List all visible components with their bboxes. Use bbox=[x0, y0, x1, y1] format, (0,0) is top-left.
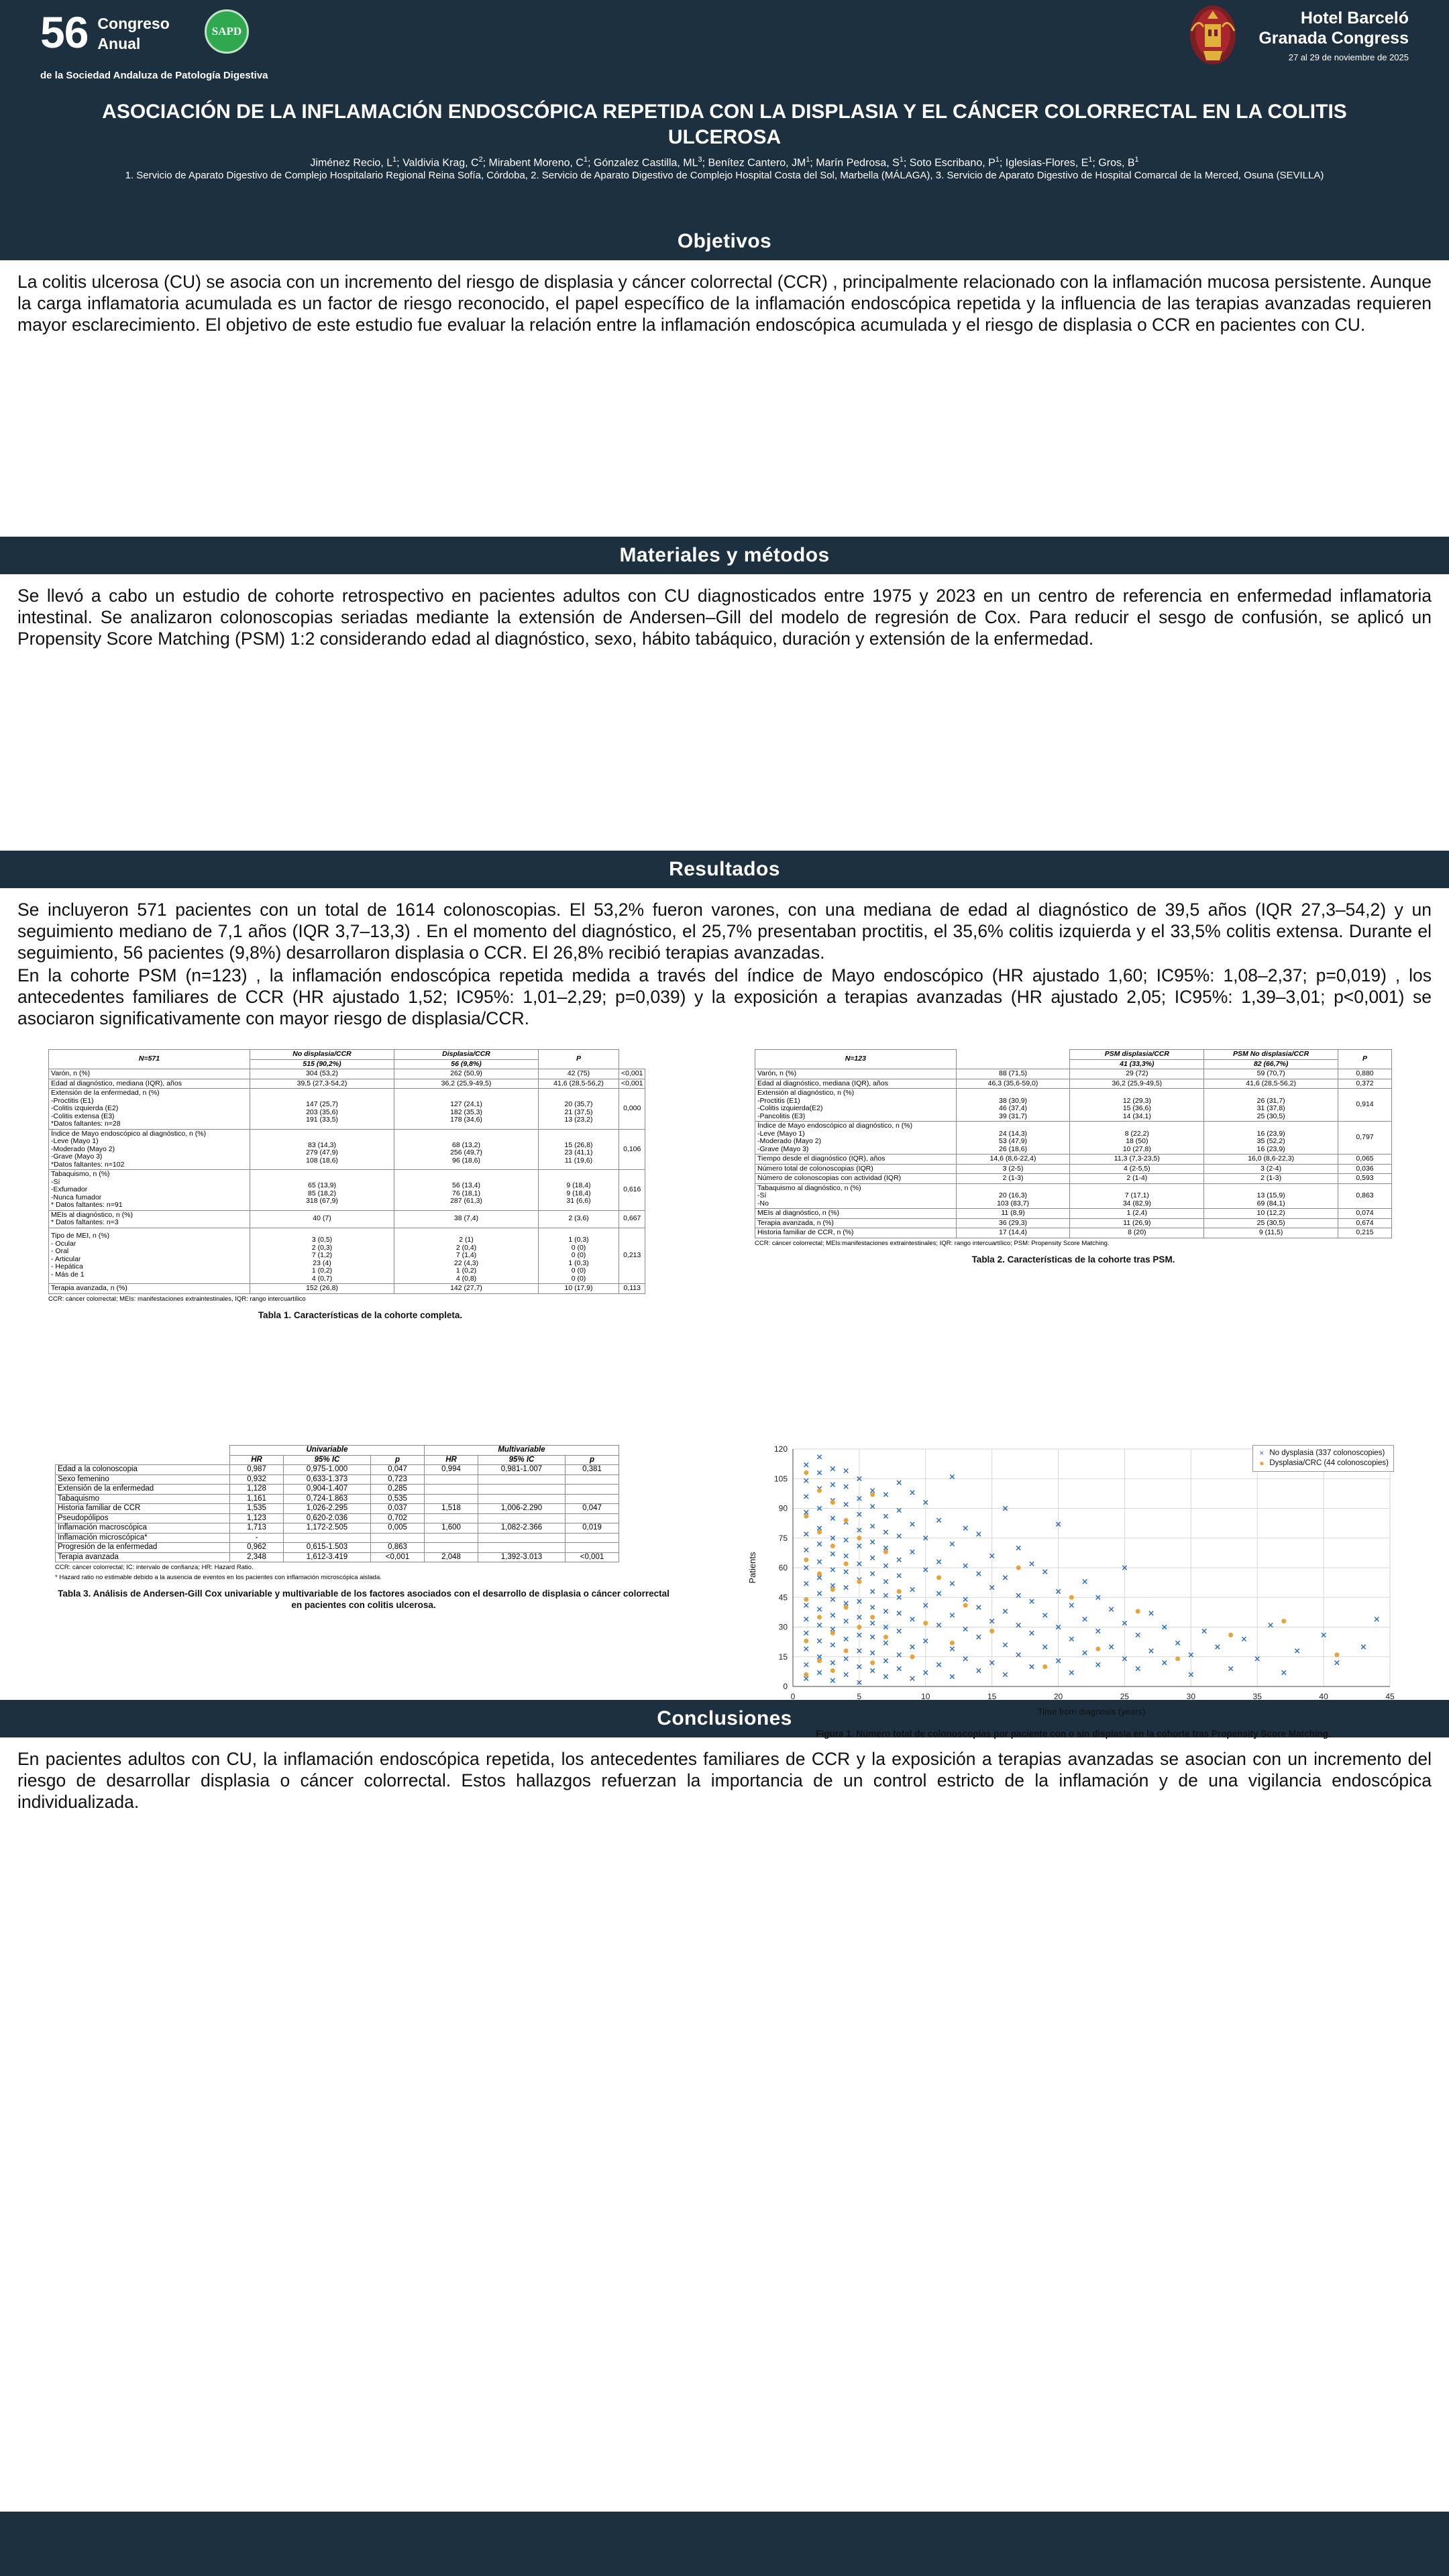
cell-c1: 14,6 (8,6-22,4) bbox=[956, 1155, 1070, 1165]
congress-label-line2: Anual bbox=[97, 35, 141, 52]
cell-c2: 12 (29,3) 15 (36,6) 14 (34,1) bbox=[1070, 1089, 1204, 1122]
cell-c1: 17 (14,4) bbox=[956, 1228, 1070, 1238]
cell-c2: 56 (13,4) 76 (18,1) 287 (61,3) bbox=[394, 1170, 539, 1211]
cell-p: 0,065 bbox=[1338, 1155, 1392, 1165]
row-label: Varón, n (%) bbox=[755, 1069, 957, 1079]
table-row bbox=[49, 1210, 645, 1228]
svg-text:15: 15 bbox=[987, 1692, 997, 1701]
cell-p2 bbox=[566, 1533, 619, 1543]
cell-c1: 3 (0,5) 2 (0,3) 7 (1,2) 23 (4) 1 (0,2) 4 (0,7) bbox=[250, 1228, 394, 1284]
table2-col-2: PSM No displasia/CCR bbox=[1204, 1050, 1338, 1060]
cell-ci1: 1,026-2.295 bbox=[284, 1504, 371, 1514]
svg-text:20: 20 bbox=[1053, 1692, 1063, 1701]
cell-hr1: 0,962 bbox=[230, 1543, 284, 1553]
cell-c1: 304 (53,2) bbox=[250, 1069, 394, 1079]
table2-block bbox=[755, 1049, 1392, 1265]
society-name: de la Sociedad Andaluza de Patología Digestiva bbox=[40, 70, 268, 81]
table1-col-0: N=571 bbox=[49, 1050, 250, 1069]
cell-p2 bbox=[566, 1513, 619, 1523]
table-row bbox=[755, 1164, 1392, 1174]
cell-p: 0,616 bbox=[619, 1170, 645, 1211]
cell-hr2: 2,048 bbox=[425, 1552, 478, 1562]
congress-label-line1: Congreso bbox=[97, 15, 170, 32]
cell-p: 0,036 bbox=[1338, 1164, 1392, 1174]
cell-ci1: 0,633-1.373 bbox=[284, 1474, 371, 1485]
row-label: Inflamación macroscópica bbox=[56, 1523, 230, 1534]
conclusiones-text: En pacientes adultos con CU, la inflamación endoscópica repetida, los antecedentes familiares de CCR y la exposición a terapias avanzadas se asocian con un incremento del riesgo de desarrollar displasia o cáncer colorrectal. Estos hallazgos refuerzan la importancia de un control estricto de la inflamación y de una vigilancia endoscópica individualizada. bbox=[17, 1749, 1432, 1812]
section-header-objetivos: Objetivos bbox=[0, 223, 1449, 260]
cell-p1: 0,047 bbox=[371, 1465, 425, 1475]
sapd-logo-label: SAPD bbox=[211, 25, 242, 38]
cell-p1: 0,702 bbox=[371, 1513, 425, 1523]
table2-footnote: CCR: cáncer colorrectal; MEIs:manifestaciones extraintestinales; IQR: rango intercuartílico; PSM: Propensity Score Matching. bbox=[755, 1239, 1110, 1247]
chart-legend bbox=[1252, 1445, 1394, 1472]
table-row bbox=[755, 1089, 1392, 1122]
cell-c2: 1 (2,4) bbox=[1070, 1209, 1204, 1219]
cell-c2: 4 (2-5,5) bbox=[1070, 1164, 1204, 1174]
cell-p: 0,000 bbox=[619, 1089, 645, 1130]
table3-subcol-0: HR bbox=[230, 1455, 284, 1465]
table3-footnote-star: * Hazard ratio no estimable debido a la ausencia de eventos en los pacientes con inflamación microscópica aislada. bbox=[55, 1574, 382, 1581]
cell-c1: 83 (14,3) 279 (47,9) 108 (18,6) bbox=[250, 1129, 394, 1170]
svg-text:5: 5 bbox=[857, 1692, 862, 1701]
cell-c2: 11 (26,9) bbox=[1070, 1218, 1204, 1228]
row-label: Índice de Mayo endoscópico al diagnóstico, n (%) -Leve (Mayo 1) -Moderado (Mayo 2) -Grave (Mayo 3) bbox=[755, 1122, 957, 1155]
cell-p1: 0,037 bbox=[371, 1504, 425, 1514]
venue-info bbox=[1258, 8, 1409, 62]
cell-c2: 38 (7,4) bbox=[394, 1210, 539, 1228]
cell-hr2 bbox=[425, 1533, 478, 1543]
legend-marker-circle-icon: ● bbox=[1259, 1458, 1265, 1468]
cell-p2 bbox=[566, 1485, 619, 1495]
cell-hr1: 0,987 bbox=[230, 1465, 284, 1475]
row-label: Tabaquismo, n (%) -Sí -Exfumador -Nunca fumador * Datos faltantes: n=91 bbox=[49, 1170, 250, 1211]
row-label: Número total de colonoscopias (IQR) bbox=[755, 1164, 957, 1174]
cell-c1: 2 (1-3) bbox=[956, 1174, 1070, 1184]
cell-c2: 2 (1-4) bbox=[1070, 1174, 1204, 1184]
cell-c3: 42 (75) bbox=[539, 1069, 619, 1079]
cell-c3: 59 (70,7) bbox=[1204, 1069, 1338, 1079]
cell-ci1: 1,172-2.505 bbox=[284, 1523, 371, 1534]
cell-ci2 bbox=[478, 1513, 566, 1523]
svg-text:0: 0 bbox=[790, 1692, 796, 1701]
cell-c3: 16 (23,9) 35 (52,2) 16 (23,9) bbox=[1204, 1122, 1338, 1155]
table-row bbox=[755, 1174, 1392, 1184]
cell-c3: 41,6 (28,5-56,2) bbox=[539, 1079, 619, 1089]
cell-p: 0,106 bbox=[619, 1129, 645, 1170]
cell-hr2 bbox=[425, 1494, 478, 1504]
table2-col-3: P bbox=[1338, 1050, 1392, 1069]
row-label: Edad al diagnóstico, mediana (IQR), años bbox=[755, 1079, 957, 1089]
event-dates: 27 al 29 de noviembre de 2025 bbox=[1288, 52, 1409, 62]
table3-subcol-1: 95% IC bbox=[284, 1455, 371, 1465]
poster-header bbox=[0, 0, 1449, 223]
legend-label-1: Dysplasia/CRC (44 colonoscopies) bbox=[1269, 1459, 1389, 1467]
venue-line1: Hotel Barceló bbox=[1300, 9, 1409, 28]
table-row bbox=[49, 1284, 645, 1294]
table-row bbox=[56, 1474, 619, 1485]
cell-p: 0,213 bbox=[619, 1228, 645, 1284]
cell-c1: 65 (13,9) 85 (18,2) 318 (67,9) bbox=[250, 1170, 394, 1211]
cell-c3: 9 (18,4) 9 (18,4) 31 (6,6) bbox=[539, 1170, 619, 1211]
cell-ci2: 1,006-2.290 bbox=[478, 1504, 566, 1514]
cell-hr1: - bbox=[230, 1533, 284, 1543]
svg-text:Patients: Patients bbox=[747, 1552, 757, 1584]
sapd-logo-icon bbox=[205, 9, 249, 54]
cell-p: 0,797 bbox=[1338, 1122, 1392, 1155]
row-label: Inflamación microscópica* bbox=[56, 1533, 230, 1543]
cell-p: <0,001 bbox=[619, 1069, 645, 1079]
cell-p1 bbox=[371, 1533, 425, 1543]
cell-c1: 147 (25,7) 203 (35,6) 191 (33,5) bbox=[250, 1089, 394, 1130]
row-label: Tiempo desde el diagnóstico (IQR), años bbox=[755, 1155, 957, 1165]
row-label: MEIs al diagnóstico, n (%) bbox=[755, 1209, 957, 1219]
cell-c2: 68 (13,2) 256 (49,7) 96 (18,6) bbox=[394, 1129, 539, 1170]
cell-c3: 15 (26,8) 23 (41,1) 11 (19,6) bbox=[539, 1129, 619, 1170]
svg-text:120: 120 bbox=[773, 1444, 788, 1454]
cell-c2: 8 (20) bbox=[1070, 1228, 1204, 1238]
legend-label-0: No dysplasia (337 colonoscopies) bbox=[1269, 1449, 1385, 1457]
cell-c2: 142 (27,7) bbox=[394, 1284, 539, 1294]
section-header-resultados: Resultados bbox=[0, 851, 1449, 888]
cell-p2 bbox=[566, 1474, 619, 1485]
cell-ci1: 0,620-2.036 bbox=[284, 1513, 371, 1523]
cell-p: 0,372 bbox=[1338, 1079, 1392, 1089]
authors-list: Jiménez Recio, $L^1$; Valdivia Krag, $C^2$; Mirabent Moreno, $C^1$; Gónzalez Castilla, $ML^3$; Benítez Cantero, $JM^1$; Marín Pedrosa, $S^1$; Soto Escribano, $P^1$; Iglesias-Flores, $E^1$; Gros, $B^1$ bbox=[310, 156, 1139, 169]
resultados-paragraph-1: Se incluyeron 571 pacientes con un total de 1614 colonoscopias. El 53,2% fueron varones, con una mediana de edad al diagnóstico de 39,5 años (IQR 27,3–54,2) y un seguimiento mediano de 7,1 años (IQR 3,7–13,3) . En el momento del diagnóstico, el 25,7% presentaban proctitis, el 35,6% colitis izquierda y el 33,5% colitis extensa. Durante el seguimiento, 56 pacientes (9,8%) desarrollaron displasia o CCR. El 26,8% recibió terapias avanzadas. bbox=[17, 900, 1432, 963]
table-2 bbox=[755, 1049, 1392, 1238]
cell-hr2: 1,600 bbox=[425, 1523, 478, 1534]
congress-label bbox=[97, 12, 169, 52]
cell-p1: 0,285 bbox=[371, 1485, 425, 1495]
table-1 bbox=[48, 1049, 645, 1294]
cell-hr1: 1,123 bbox=[230, 1513, 284, 1523]
table-row bbox=[56, 1494, 619, 1504]
table3-subcol-4: 95% IC bbox=[478, 1455, 566, 1465]
table-row bbox=[755, 1218, 1392, 1228]
cell-p2: 0,381 bbox=[566, 1465, 619, 1475]
section-header-materiales: Materiales y métodos bbox=[0, 537, 1449, 574]
cell-p1: <0,001 bbox=[371, 1552, 425, 1562]
table1-sub-2: 56 (9,8%) bbox=[394, 1059, 539, 1069]
table1-footnote: CCR: cáncer colorrectal; MEIs: manifestaciones extraintestinales, IQR: rango intercuartílico bbox=[48, 1295, 306, 1303]
table3-subheader-row bbox=[56, 1455, 619, 1465]
cell-c2: 8 (22,2) 18 (50) 10 (27,8) bbox=[1070, 1122, 1204, 1155]
cell-c2: 11,3 (7,3-23,5) bbox=[1070, 1155, 1204, 1165]
cell-hr2 bbox=[425, 1513, 478, 1523]
cell-hr1: 1,128 bbox=[230, 1485, 284, 1495]
cell-ci2: 0,981-1.007 bbox=[478, 1465, 566, 1475]
row-label: Terapia avanzada, n (%) bbox=[755, 1218, 957, 1228]
row-label: Progresión de la enfermedad bbox=[56, 1543, 230, 1553]
row-label: Edad a la colonoscopia bbox=[56, 1465, 230, 1475]
svg-text:45: 45 bbox=[778, 1593, 788, 1603]
table-row bbox=[56, 1523, 619, 1534]
table-row bbox=[56, 1465, 619, 1475]
resultados-paragraph-2: En la cohorte PSM (n=123) , la inflamación endoscópica repetida medida a través del índice de Mayo endoscópico (HR ajustado 1,60; IC95%: 1,08–2,37; p=0,019) , los antecedentes familiares de CCR (HR ajustado 1,52; IC95%: 1,01–2,29; p=0,039) y la exposición a terapias avanzadas (HR ajustado 2,05; IC95%: 1,39–3,01; p<0,001) se asociaron significativamente con mayor riesgo de displasia/CCR. bbox=[17, 965, 1432, 1028]
section-header-conclusiones: Conclusiones bbox=[0, 1700, 1449, 1737]
table-row bbox=[755, 1228, 1392, 1238]
cell-c1: 39,5 (27,3-54,2) bbox=[250, 1079, 394, 1089]
cell-c1: 46,3 (35,6-59,0) bbox=[956, 1079, 1070, 1089]
cell-ci2: 1,392-3.013 bbox=[478, 1552, 566, 1562]
venue-line2: Granada Congress bbox=[1258, 29, 1409, 48]
svg-text:75: 75 bbox=[778, 1533, 788, 1543]
row-label: Historia familiar de CCR bbox=[56, 1504, 230, 1514]
cell-p: 0,880 bbox=[1338, 1069, 1392, 1079]
cell-hr1: 1,713 bbox=[230, 1523, 284, 1534]
legend-item-1 bbox=[1258, 1458, 1389, 1468]
cell-hr1: 1,535 bbox=[230, 1504, 284, 1514]
table1-col-2: Displasia/CCR bbox=[394, 1050, 539, 1060]
cell-c3: 16,0 (8,6-22,3) bbox=[1204, 1155, 1338, 1165]
cell-ci1: 0,975-1.000 bbox=[284, 1465, 371, 1475]
svg-text:Time from diagnosis (years): Time from diagnosis (years) bbox=[1037, 1707, 1146, 1717]
svg-text:25: 25 bbox=[1120, 1692, 1130, 1701]
cell-c1: 36 (29,3) bbox=[956, 1218, 1070, 1228]
row-label: Extensión al diagnóstico, n (%) -Proctitis (E1) -Colitis izquierda(E2) -Pancolitis (E3) bbox=[755, 1089, 957, 1122]
table-row bbox=[56, 1513, 619, 1523]
cell-ci2 bbox=[478, 1485, 566, 1495]
svg-text:45: 45 bbox=[1385, 1692, 1395, 1701]
cell-p1: 0,863 bbox=[371, 1543, 425, 1553]
cell-p2: 0,019 bbox=[566, 1523, 619, 1534]
svg-text:10: 10 bbox=[921, 1692, 930, 1701]
table1-block bbox=[48, 1049, 672, 1321]
row-label: Sexo femenino bbox=[56, 1474, 230, 1485]
cell-hr2 bbox=[425, 1474, 478, 1485]
table-row bbox=[49, 1228, 645, 1284]
cell-p1: 0,723 bbox=[371, 1474, 425, 1485]
cell-p2 bbox=[566, 1494, 619, 1504]
row-label: Índice de Mayo endoscópico al diagnóstico, n (%) -Leve (Mayo 1) -Moderado (Mayo 2) -Grave (Mayo 3) *Datos faltantes: n=102 bbox=[49, 1129, 250, 1170]
table-row bbox=[56, 1552, 619, 1562]
cell-c3: 9 (11,5) bbox=[1204, 1228, 1338, 1238]
table2-col-1: PSM displasia/CCR bbox=[1070, 1050, 1204, 1060]
cell-ci2 bbox=[478, 1543, 566, 1553]
row-label: Tabaquismo al diagnóstico, n (%) -Sí -No bbox=[755, 1183, 957, 1209]
table2-sub-1: 41 (33,3%) bbox=[1070, 1059, 1204, 1069]
row-label: Extensión de la enfermedad bbox=[56, 1485, 230, 1495]
cell-c3: 2 (3,6) bbox=[539, 1210, 619, 1228]
row-label: Número de colonoscopias con actividad (IQR) bbox=[755, 1174, 957, 1184]
table-row bbox=[56, 1533, 619, 1543]
cell-c3: 26 (31,7) 31 (37,8) 25 (30,5) bbox=[1204, 1089, 1338, 1122]
cell-p: 0,074 bbox=[1338, 1209, 1392, 1219]
table2-caption: Tabla 2. Características de la cohorte tras PSM. bbox=[971, 1254, 1175, 1265]
cell-c3: 20 (35,7) 21 (37,5) 13 (23,2) bbox=[539, 1089, 619, 1130]
cell-p: <0,001 bbox=[619, 1079, 645, 1089]
cell-p2: <0,001 bbox=[566, 1552, 619, 1562]
cell-c2: 262 (50,9) bbox=[394, 1069, 539, 1079]
cell-c2: 36,2 (25,9-49,5) bbox=[1070, 1079, 1204, 1089]
table1-col-3: P bbox=[539, 1050, 619, 1069]
figure1-block bbox=[745, 1440, 1402, 1739]
table1-caption: Tabla 1. Características de la cohorte completa. bbox=[258, 1309, 463, 1320]
footer-bar bbox=[0, 2512, 1449, 2576]
table3-body bbox=[56, 1465, 619, 1562]
table-row bbox=[755, 1155, 1392, 1165]
cell-c3: 10 (12,2) bbox=[1204, 1209, 1338, 1219]
table3-group-univariable: Univariable bbox=[230, 1446, 425, 1456]
table3-subcol-2: p bbox=[371, 1455, 425, 1465]
figure1-plot bbox=[745, 1440, 1402, 1721]
cell-p1: 0,535 bbox=[371, 1494, 425, 1504]
cell-p: 0,674 bbox=[1338, 1218, 1392, 1228]
cell-hr1: 1,161 bbox=[230, 1494, 284, 1504]
cell-ci2 bbox=[478, 1494, 566, 1504]
svg-text:105: 105 bbox=[773, 1474, 788, 1484]
scatter-chart bbox=[745, 1440, 1402, 1721]
table-row bbox=[755, 1209, 1392, 1219]
cell-c1: 11 (8,9) bbox=[956, 1209, 1070, 1219]
objetivos-text: La colitis ulcerosa (CU) se asocia con un incremento del riesgo de displasia y cáncer colorrectal (CCR) , principalmente relacionado con la inflamación mucosa persistente. Aunque la carga inflamatoria acumulada es un factor de riesgo reconocido, el papel específico de la inflamación endoscópica repetida y la influencia de las terapias avanzadas requieren mayor esclarecimiento. El objetivo de este estudio fue evaluar la relación entre la inflamación endoscópica acumulada y el riesgo de displasia o CCR en pacientes con CU. bbox=[17, 272, 1432, 335]
cell-hr2: 0,994 bbox=[425, 1465, 478, 1475]
legend-marker-x-icon: × bbox=[1259, 1448, 1265, 1458]
table-row bbox=[755, 1079, 1392, 1089]
svg-text:15: 15 bbox=[778, 1652, 788, 1662]
objetivos-spacer bbox=[0, 335, 1449, 537]
cell-p1: 0,005 bbox=[371, 1523, 425, 1534]
cell-c1: 24 (14,3) 53 (47,9) 26 (18,6) bbox=[956, 1122, 1070, 1155]
cell-p: 0,914 bbox=[1338, 1089, 1392, 1122]
cell-hr2 bbox=[425, 1485, 478, 1495]
cell-hr2: 1,518 bbox=[425, 1504, 478, 1514]
row-label: Terapia avanzada bbox=[56, 1552, 230, 1562]
cell-c1: 20 (16,3) 103 (83,7) bbox=[956, 1183, 1070, 1209]
svg-text:0: 0 bbox=[783, 1682, 788, 1691]
cell-ci1: 0,615-1.503 bbox=[284, 1543, 371, 1553]
table1-sub-1: 515 (90,2%) bbox=[250, 1059, 394, 1069]
row-label: Varón, n (%) bbox=[49, 1069, 250, 1079]
table-row bbox=[56, 1485, 619, 1495]
cell-hr2 bbox=[425, 1543, 478, 1553]
table-row bbox=[56, 1504, 619, 1514]
table3-caption: Tabla 3. Análisis de Andersen-Gill Cox univariable y multivariable de los factores asociados con el desarrollo de displasia o cáncer colorrectal en pacientes con colitis ulcerosa. bbox=[58, 1589, 669, 1610]
cell-p: 0,113 bbox=[619, 1284, 645, 1294]
congress-number: 56 bbox=[40, 7, 89, 57]
materiales-spacer bbox=[0, 649, 1449, 851]
table-row bbox=[755, 1069, 1392, 1079]
cell-c2: 127 (24,1) 182 (35,3) 178 (34,6) bbox=[394, 1089, 539, 1130]
cell-c3: 3 (2-4) bbox=[1204, 1164, 1338, 1174]
table3-subcol-3: HR bbox=[425, 1455, 478, 1465]
cell-c3: 2 (1-3) bbox=[1204, 1174, 1338, 1184]
cell-ci1: 0,724-1.863 bbox=[284, 1494, 371, 1504]
table3-block bbox=[55, 1445, 672, 1611]
cell-p: 0,593 bbox=[1338, 1174, 1392, 1184]
cell-hr1: 2,348 bbox=[230, 1552, 284, 1562]
cell-c1: 40 (7) bbox=[250, 1210, 394, 1228]
table3-group-multivariable: Multivariable bbox=[425, 1446, 619, 1456]
cell-ci1: 0,904-1.407 bbox=[284, 1485, 371, 1495]
cell-c3: 10 (17,9) bbox=[539, 1284, 619, 1294]
table-row bbox=[755, 1183, 1392, 1209]
cell-c1: 152 (26,8) bbox=[250, 1284, 394, 1294]
table1-body bbox=[49, 1069, 645, 1294]
cell-c3: 25 (30,5) bbox=[1204, 1218, 1338, 1228]
affiliations: 1. Servicio de Aparato Digestivo de Complejo Hospitalario Regional Reina Sofía, Córdoba, 2. Servicio de Aparato Digestivo de Complejo Hospital Costa del Sol, Marbella (MÁLAGA), 3. Servicio de Aparato Digestivo de Hospital Comarcal de la Merced, Osuna (SEVILLA) bbox=[125, 170, 1324, 181]
table-row bbox=[49, 1170, 645, 1211]
cell-ci1 bbox=[284, 1533, 371, 1543]
materiales-text: Se llevó a cabo un estudio de cohorte retrospectivo en pacientes adultos con CU diagnosticados entre 1975 y 2023 en un centro de referencia en enfermedad inflamatoria intestinal. Se analizaron colonoscopias seriadas mediante la extensión de Andersen–Gill del modelo de regresión de Cox. Para reducir el sesgo de confusión, se aplicó un Propensity Score Matching (PSM) 1:2 considerando edad al diagnóstico, sexo, hábito tabáquico, duración y extensión de la enfermedad. bbox=[17, 586, 1432, 649]
cell-p2 bbox=[566, 1543, 619, 1553]
table2-col-spacer bbox=[956, 1050, 1070, 1069]
cell-p: 0,667 bbox=[619, 1210, 645, 1228]
table-row bbox=[49, 1129, 645, 1170]
row-label: Edad al diagnóstico, mediana (IQR), años bbox=[49, 1079, 250, 1089]
cell-hr1: 0,932 bbox=[230, 1474, 284, 1485]
cell-c1: 38 (30,9) 46 (37,4) 39 (31,7) bbox=[956, 1089, 1070, 1122]
svg-text:40: 40 bbox=[1319, 1692, 1328, 1701]
table-row bbox=[49, 1079, 645, 1089]
cell-c3: 1 (0,3) 0 (0) 0 (0) 1 (0,3) 0 (0) 0 (0) bbox=[539, 1228, 619, 1284]
page-title: ASOCIACIÓN DE LA INFLAMACIÓN ENDOSCÓPICA REPETIDA CON LA DISPLASIA Y EL CÁNCER COLORRECTAL EN LA COLITIS ULCEROSA bbox=[102, 101, 1347, 148]
table2-body bbox=[755, 1069, 1392, 1238]
cell-c2: 29 (72) bbox=[1070, 1069, 1204, 1079]
cell-ci2: 1,082-2.366 bbox=[478, 1523, 566, 1534]
table1-col-1: No displasia/CCR bbox=[250, 1050, 394, 1060]
row-label: Tabaquismo bbox=[56, 1494, 230, 1504]
cell-c2: 7 (17,1) 34 (82,9) bbox=[1070, 1183, 1204, 1209]
row-label: Extensión de la enfermedad, n (%) -Proctitis (E1) -Colitis izquierda (E2) -Colitis extensa (E3) *Datos faltantes: n=28 bbox=[49, 1089, 250, 1130]
cell-ci2 bbox=[478, 1533, 566, 1543]
cell-c2: 36,2 (25,9-49,5) bbox=[394, 1079, 539, 1089]
table-row bbox=[56, 1543, 619, 1553]
row-label: Pseudopólipos bbox=[56, 1513, 230, 1523]
legend-item-0 bbox=[1258, 1448, 1389, 1458]
cell-c3: 41,6 (28,5-56,2) bbox=[1204, 1079, 1338, 1089]
cell-p2: 0,047 bbox=[566, 1504, 619, 1514]
cell-p: 0,863 bbox=[1338, 1183, 1392, 1209]
figure1-caption: Figura 1. Número total de colonoscopias por paciente con o sin displasia en la cohorte tras Propensity Score Matching. bbox=[816, 1729, 1331, 1739]
cell-c1: 3 (2-5) bbox=[956, 1164, 1070, 1174]
table3-footnote: CCR: cáncer colorrectal; IC: intervalo de confianza; HR: Hazard Ratio. bbox=[55, 1564, 254, 1571]
table3-corner bbox=[56, 1446, 230, 1456]
cell-ci2 bbox=[478, 1474, 566, 1485]
cell-c2: 2 (1) 2 (0,4) 7 (1,4) 22 (4,3) 1 (0,2) 4 (0,8) bbox=[394, 1228, 539, 1284]
cell-ci1: 1,612-3.419 bbox=[284, 1552, 371, 1562]
row-label: Tipo de MEI, n (%) - Ocular - Oral - Articular - Hepática - Más de 1 bbox=[49, 1228, 250, 1284]
svg-text:30: 30 bbox=[1186, 1692, 1196, 1701]
table-row bbox=[755, 1122, 1392, 1155]
row-label: Historia familiar de CCR, n (%) bbox=[755, 1228, 957, 1238]
congress-branding bbox=[40, 7, 170, 57]
svg-text:90: 90 bbox=[778, 1503, 788, 1513]
table3-subcol-5: p bbox=[566, 1455, 619, 1465]
table2-sub-2: 82 (66,7%) bbox=[1204, 1059, 1338, 1069]
table-row bbox=[49, 1069, 645, 1079]
cell-c1: 88 (71,5) bbox=[956, 1069, 1070, 1079]
cell-c3: 13 (15,9) 69 (84,1) bbox=[1204, 1183, 1338, 1209]
row-label: Terapia avanzada, n (%) bbox=[49, 1284, 250, 1294]
table2-col-0: N=123 bbox=[755, 1050, 957, 1069]
table-3 bbox=[55, 1445, 619, 1562]
granada-crest-icon bbox=[1185, 4, 1241, 66]
row-label: MEIs al diagnóstico, n (%) * Datos faltantes: n=3 bbox=[49, 1210, 250, 1228]
table-row bbox=[49, 1089, 645, 1130]
table3-subcorner bbox=[56, 1455, 230, 1465]
cell-p: 0,215 bbox=[1338, 1228, 1392, 1238]
svg-text:60: 60 bbox=[778, 1563, 788, 1572]
svg-text:30: 30 bbox=[778, 1622, 788, 1632]
svg-text:35: 35 bbox=[1252, 1692, 1262, 1701]
